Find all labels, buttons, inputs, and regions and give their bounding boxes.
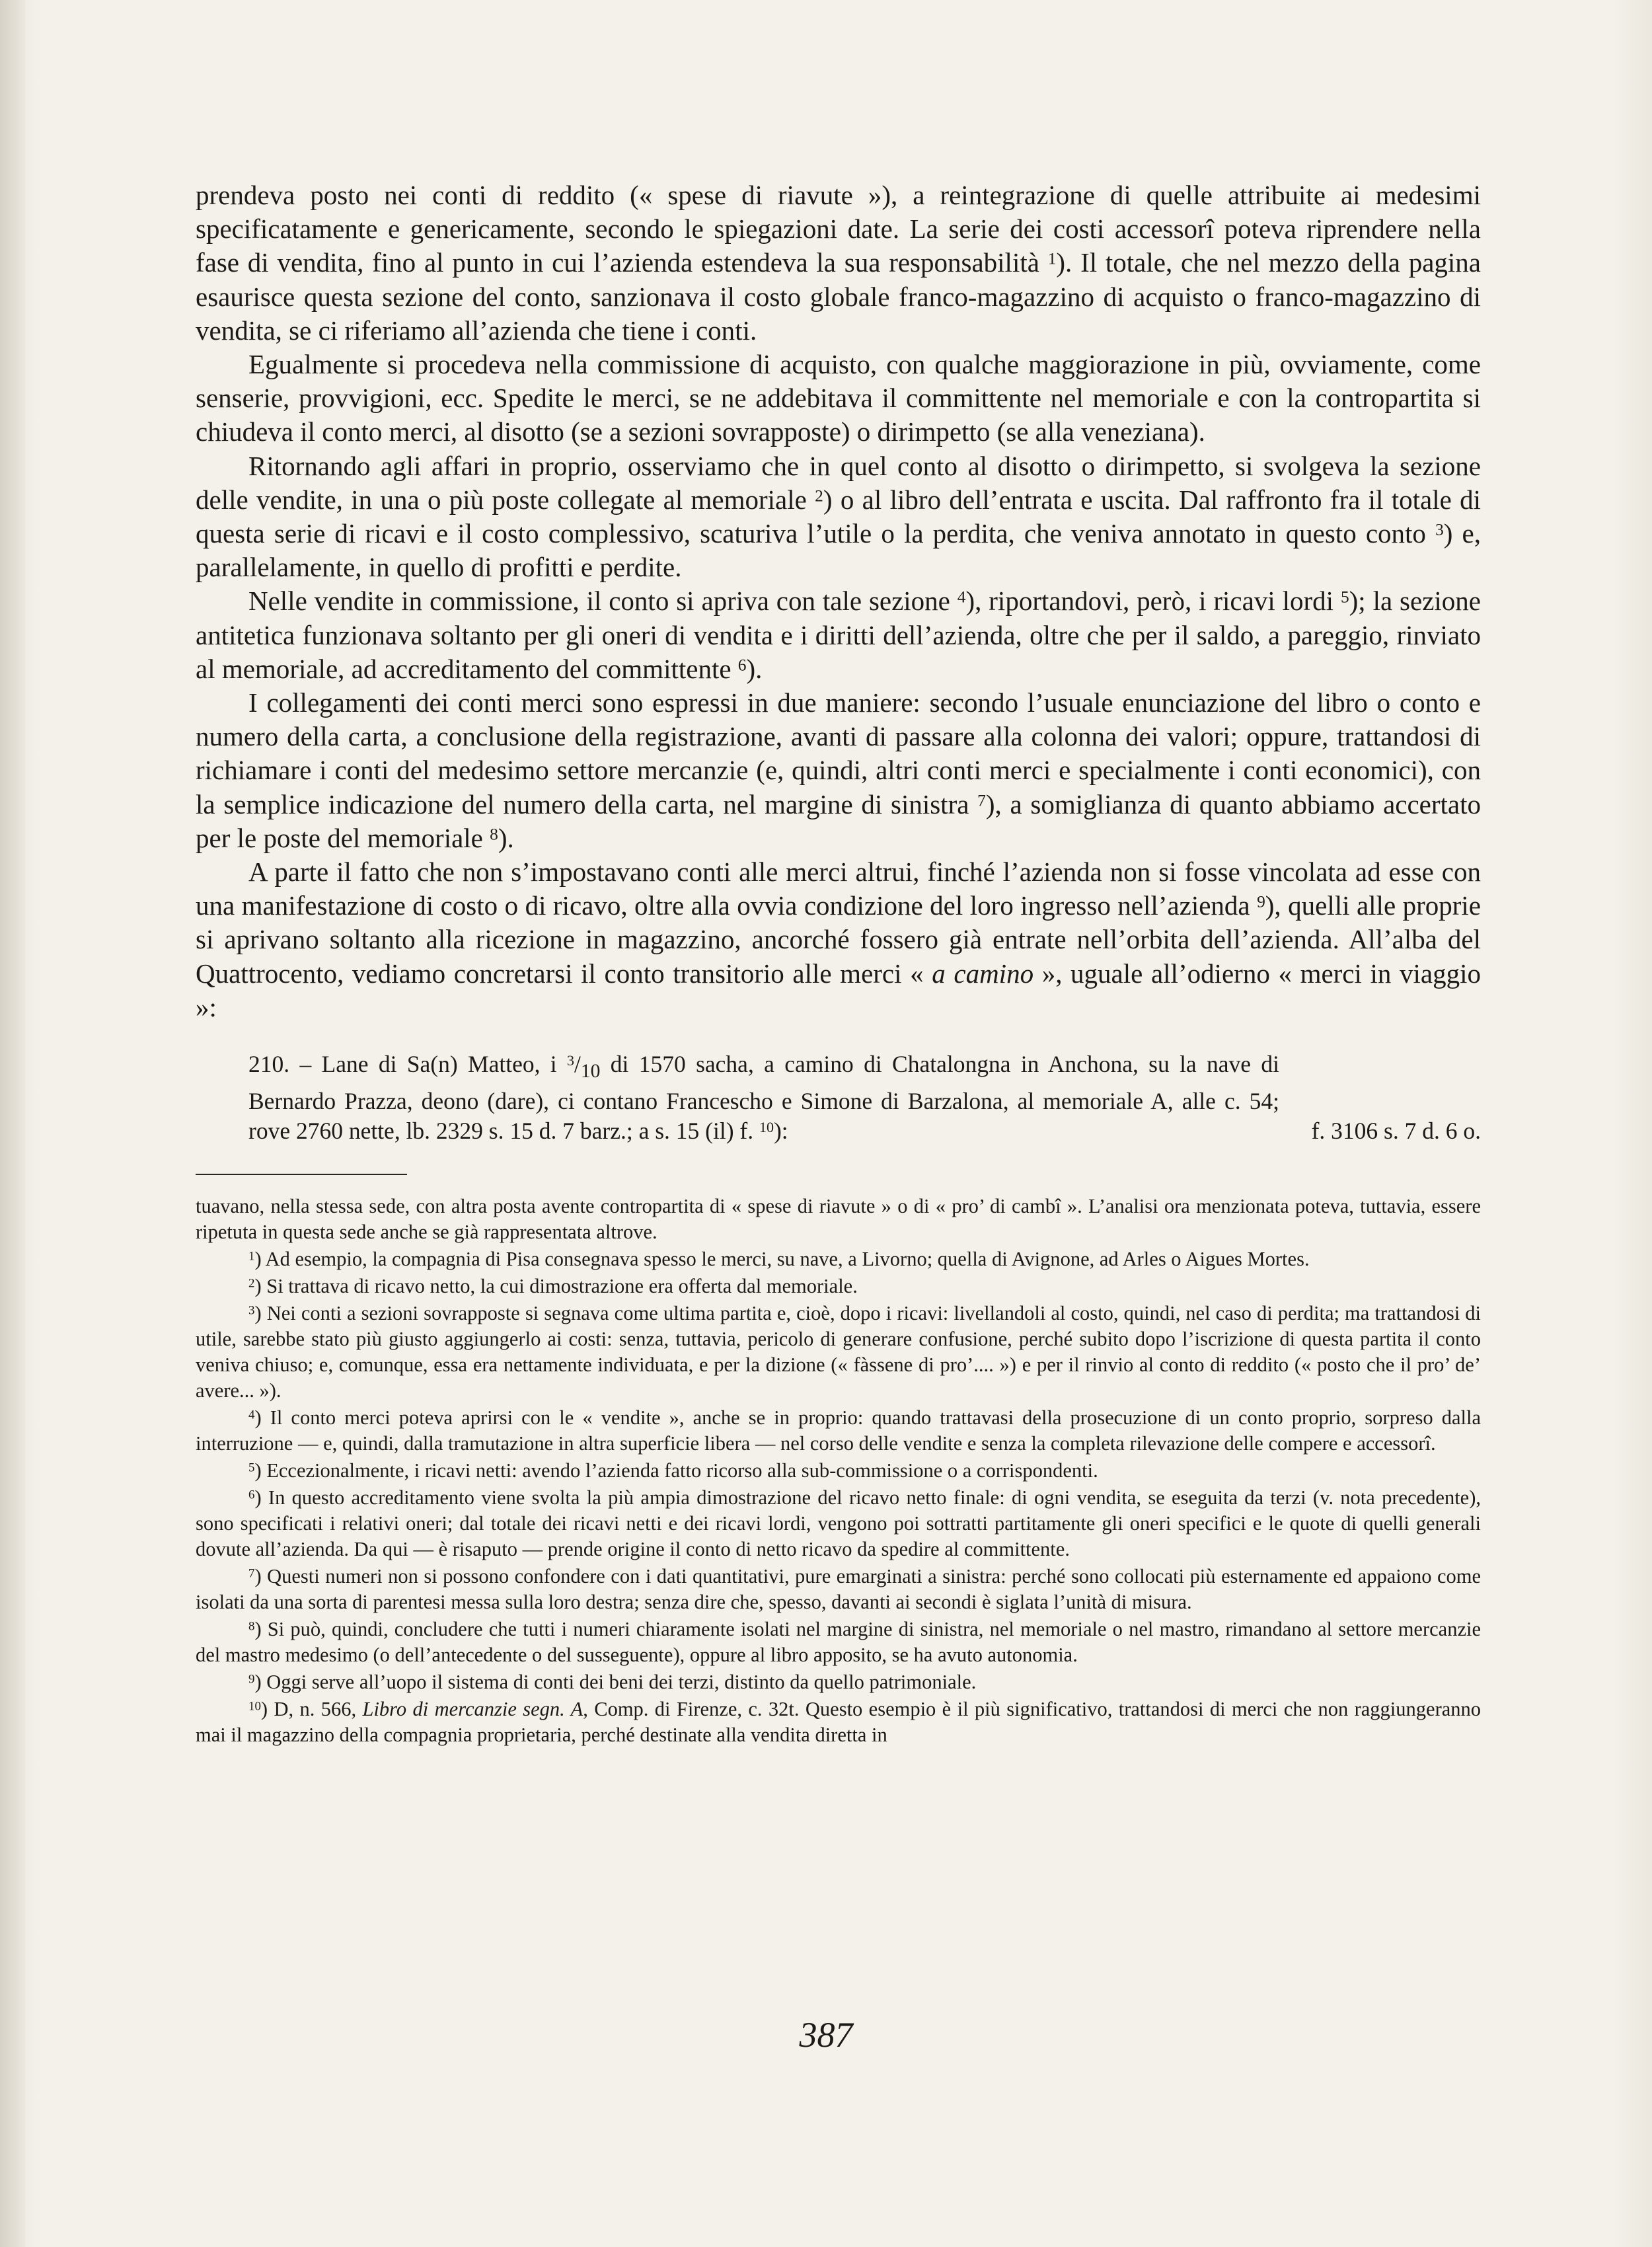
footnote-ref: 4: [957, 588, 966, 607]
page-number: 387: [799, 2015, 853, 2055]
italic-text: Libro di mercanzie segn. A: [362, 1698, 583, 1721]
footnote-ref: 3: [248, 1303, 255, 1318]
footnote-5: $^5$) Eccezionalmente, i ricavi netti: avendo l’azienda fatto ricorso alla sub-commissione o a corrispondenti.: [248, 1459, 1098, 1482]
footnote-ref: 8: [248, 1619, 255, 1634]
footnote-ref: 9: [248, 1672, 255, 1687]
footnote-ref: 4: [248, 1408, 255, 1422]
main-paragraph-5: I collegamenti dei conti merci sono espressi in due maniere: secondo l’usuale enunciazione del libro o conto e numero della carta, a conclusione della registrazione, avanti di passare alla colonna dei valori; oppure, trattandosi di richiamare i conti del medesimo settore mercanzie (e, quindi, altri conti merci e specialmente i conti economici), con la semplice indicazione del numero della carta, nel margine di sinistra $^7$), a somiglianza di quanto abbiamo accertato per le poste del memoriale $^8$).: [196, 687, 1482, 853]
footnote-rule: [196, 1174, 407, 1175]
footnote-ref: 6: [737, 656, 747, 675]
footnote-ref: 1: [248, 1249, 255, 1264]
footnote-ref: 2: [815, 486, 823, 506]
footnote-ref: 8: [490, 825, 498, 844]
footnote-10: $^{10}$) D, n. 566, Libro di mercanzie segn. A, Comp. di Firenze, c. 32t. Questo esempio è il più significativo, trattandosi di merci che non raggiungeranno mai il magazzino della compagnia proprietaria, perché destinate alla vendita diretta in: [196, 1698, 1482, 1747]
footnote-ref: 10: [759, 1119, 774, 1136]
footnote-6: $^6$) In questo accreditamento viene svolta la più ampia dimostrazione del ricavo netto finale: di ogni vendita, se eseguita da terzi (v. nota precedente), sono specificati i relativi oneri; dal totale dei ricavi netti e dei ricavi lordi, vengono poi sottratti partitamente gli oneri specifici e le quote di quelli generali dovute all’azienda. Da qui — è risaputo — prende origine il conto di netto ricavo da spedire al committente.: [196, 1486, 1481, 1561]
ledger-entry-text: 210. – Lane di Sa(n) Matteo, i $^3/_{10}$ di 1570 sacha, a camino di Chatalongna in Anchona, su la nave di Bernardo Prazza, deono (dare), ci contano Francescho e Simone di Barzalona, al memoriale A, alle c. 54; rove 2760 nette, lb. 2329 s. 15 d. 7 barz.; a s. 15 (il) f. $^{10}$):: [248, 1051, 1279, 1145]
footnote-ref: 3: [1435, 520, 1444, 539]
footnote-ref: 3: [567, 1052, 575, 1069]
footnote-continuation: tuavano, nella stessa sede, con altra posta avente contropartita di « spese di riavute » o di « pro’ di cambî ». L’analisi ora menzionata poteva, tuttavia, essere ripetuta in questa sede anche se già rappresentata altrove.: [196, 1195, 1481, 1244]
footnote-ref: 2: [248, 1276, 255, 1291]
footnote-ref: 7: [977, 791, 986, 810]
main-paragraph-1: prendeva posto nei conti di reddito (« spese di riavute »), a reintegrazione di quelle attribuite ai medesimi specificatamente e genericamente, secondo le spiegazioni date. La serie dei costi accessorî poteva riprendere nella fase di vendita, fino al punto in cui l’azienda estendeva la sua responsabilità $^1$). Il totale, che nel mezzo della pagina esaurisce questa sezione del conto, sanzionava il costo globale franco-magazzino di acquisto o franco-magazzino di vendita, se ci riferiamo all’azienda che tiene i conti.: [196, 180, 1482, 346]
footnote-4: $^4$) Il conto merci poteva aprirsi con le « vendite », anche se in proprio: quando trattavasi della prosecuzione di un conto proprio, sorpreso dalla interruzione — e, quindi, dalla tramutazione in altra superficie libera — nel corso delle vendite e senza la completa rilevazione delle compere e accessorî.: [196, 1406, 1481, 1455]
main-paragraph-2: Egualmente si procedeva nella commissione di acquisto, con qualche maggiorazione in più, ovviamente, come senserie, provvigioni, ecc. Spedite le merci, se ne addebitava il committente nel memoriale e con la contropartita si chiudeva il conto merci, al disotto (se a sezioni sovrapposte) o dirimpetto (se alla veneziana).: [196, 349, 1481, 447]
footnote-ref: 10: [248, 1699, 261, 1714]
main-paragraph-4: Nelle vendite in commissione, il conto si apriva con tale sezione $^4$), riportandovi, però, i ricavi lordi $^5$); la sezione antitetica funzionava soltanto per gli oneri di vendita e i diritti dell’azienda, oltre che per il saldo, a pareggio, rinviato al memoriale, ad accreditamento del committente $^6$).: [196, 586, 1482, 684]
italic-text: a camino: [932, 958, 1034, 989]
page-gutter-edge: [0, 0, 25, 2247]
footnote-3: $^3$) Nei conti a sezioni sovrapposte si segnava come ultima partita e, cioè, dopo i ricavi: livellandoli al costo, quindi, nel caso di perdita; ma trattandosi di utile, sarebbe stato più giusto aggiungerlo ai costi: senza, tuttavia, pericolo di generare confusione, perché subito dopo l’iscrizione di questa partita il conto veniva chiuso; e, comunque, essa era nettamente individuata, e per la dizione (« fàssene di pro’.... ») e per il rinvio al conto di reddito (« posto che il pro’ de’ avere... »).: [196, 1302, 1481, 1402]
footnote-ref: 5: [248, 1461, 255, 1475]
footnote-2: $^2$) Si trattava di ricavo netto, la cui dimostrazione era offerta dal memoriale.: [248, 1275, 858, 1298]
footnote-ref: 5: [1340, 588, 1349, 607]
main-text: [196, 178, 1481, 1024]
footnote-ref: 9: [1257, 892, 1265, 911]
footnotes: [196, 1194, 1481, 1748]
ledger-entry-210: [196, 1049, 1481, 1146]
footnote-7: $^7$) Questi numeri non si possono confondere con i dati quantitativi, pure emarginati a sinistra: perché sono collocati più esternamente ed appaiono come isolati da una sorta di parentesi messa sulla loro destra; senza dire che, spesso, davanti ai secondi è siglata l’unità di misura.: [196, 1565, 1481, 1614]
fraction-denominator: 10: [580, 1061, 601, 1083]
footnote-ref: 6: [248, 1488, 255, 1502]
footnote-8: $^8$) Si può, quindi, concludere che tutti i numeri chiaramente isolati nel margine di sinistra, nel memoriale o nel mastro, rimandano al settore mercanzie del mastro medesimo (o dell’antecedente o del susseguente), oppure al libro apposito, se ha avuto autonomia.: [196, 1618, 1481, 1667]
footnote-9: $^9$) Oggi serve all’uopo il sistema di conti dei beni dei terzi, distinto da quello patrimoniale.: [248, 1671, 977, 1694]
text-column: [196, 178, 1481, 1749]
main-paragraph-3: Ritornando agli affari in proprio, osserviamo che in quel conto al disotto o dirimpetto, si svolgeva la sezione delle vendite, in una o più poste collegate al memoriale $^2$) o al libro dell’entrata e uscita. Dal raffronto fra il totale di questa serie di ricavi e il costo complessivo, scaturiva l’utile o la perdita, che veniva annotato in questo conto $^3$) e, parallelamente, in quello di profitti e perdite.: [196, 450, 1482, 583]
footnote-ref: 1: [1047, 249, 1057, 268]
ledger-entry-amount: f. 3106 s. 7 d. 6 o.: [1311, 1118, 1481, 1145]
footnote-ref: 7: [248, 1566, 255, 1581]
main-paragraph-6: A parte il fatto che non s’impostavano conti alle merci altrui, finché l’azienda non si fosse vincolata ad esse con una manifestazione di costo o di ricavo, oltre alla ovvia condizione del loro ingresso nell’azienda $^9$), quelli alle proprie si aprivano soltanto alla ricezione in magazzino, ancorché fossero già entrate nell’orbita dell’azienda. All’alba del Quattrocento, vediamo concretarsi il conto transitorio alle merci « a camino », uguale all’odierno « merci in viaggio »:: [196, 857, 1482, 1022]
footnote-1: $^1$) Ad esempio, la compagnia di Pisa consegnava spesso le merci, su nave, a Livorno; quella di Avignone, ad Arles o Aigues Mortes.: [248, 1248, 1310, 1271]
